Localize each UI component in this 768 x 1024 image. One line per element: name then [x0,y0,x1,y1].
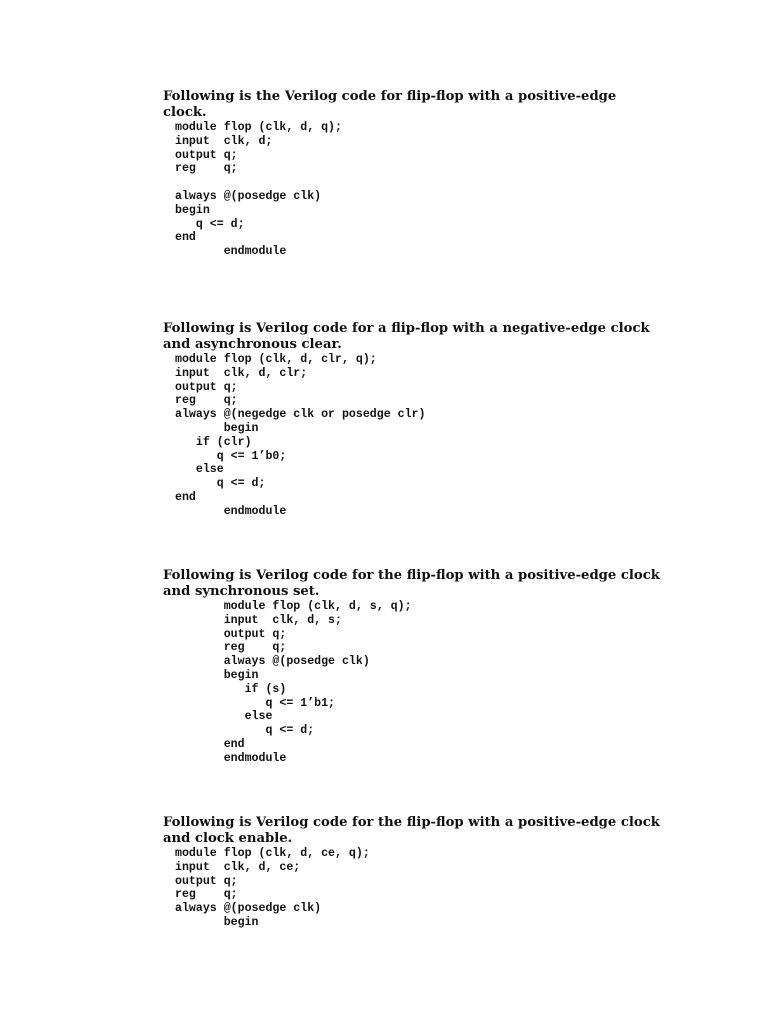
section-1-code: module flop (clk, d, q); input clk, d; output q; reg q; always @(posedge clk) begin q <= d; end endmodule [175,121,342,259]
section-1-heading: Following is the Verilog code for flip-flop with a positive-edge clock. [163,89,617,120]
section-2-heading: Following is Verilog code for a flip-flop with a negative-edge clock and asynchronous clear. [163,321,650,352]
section-4-code: module flop (clk, d, ce, q); input clk, d, ce; output q; reg q; always @(posedge clk) begin [175,847,370,929]
section-3-heading: Following is Verilog code for the flip-flop with a positive-edge clock and synchronous set. [163,568,660,599]
section-4-heading: Following is Verilog code for the flip-flop with a positive-edge clock and clock enable. [163,815,660,846]
section-2-code: module flop (clk, d, clr, q); input clk, d, clr; output q; reg q; always @(negedge clk or posedge clr) begin if (clr) q <= 1’b0; else q <= d; end endmodule [175,353,426,518]
section-3-code: module flop (clk, d, s, q); input clk, d, s; output q; reg q; always @(posedge clk) begin if (s) q <= 1’b1; else q <= d; end endmodule [223,600,412,765]
